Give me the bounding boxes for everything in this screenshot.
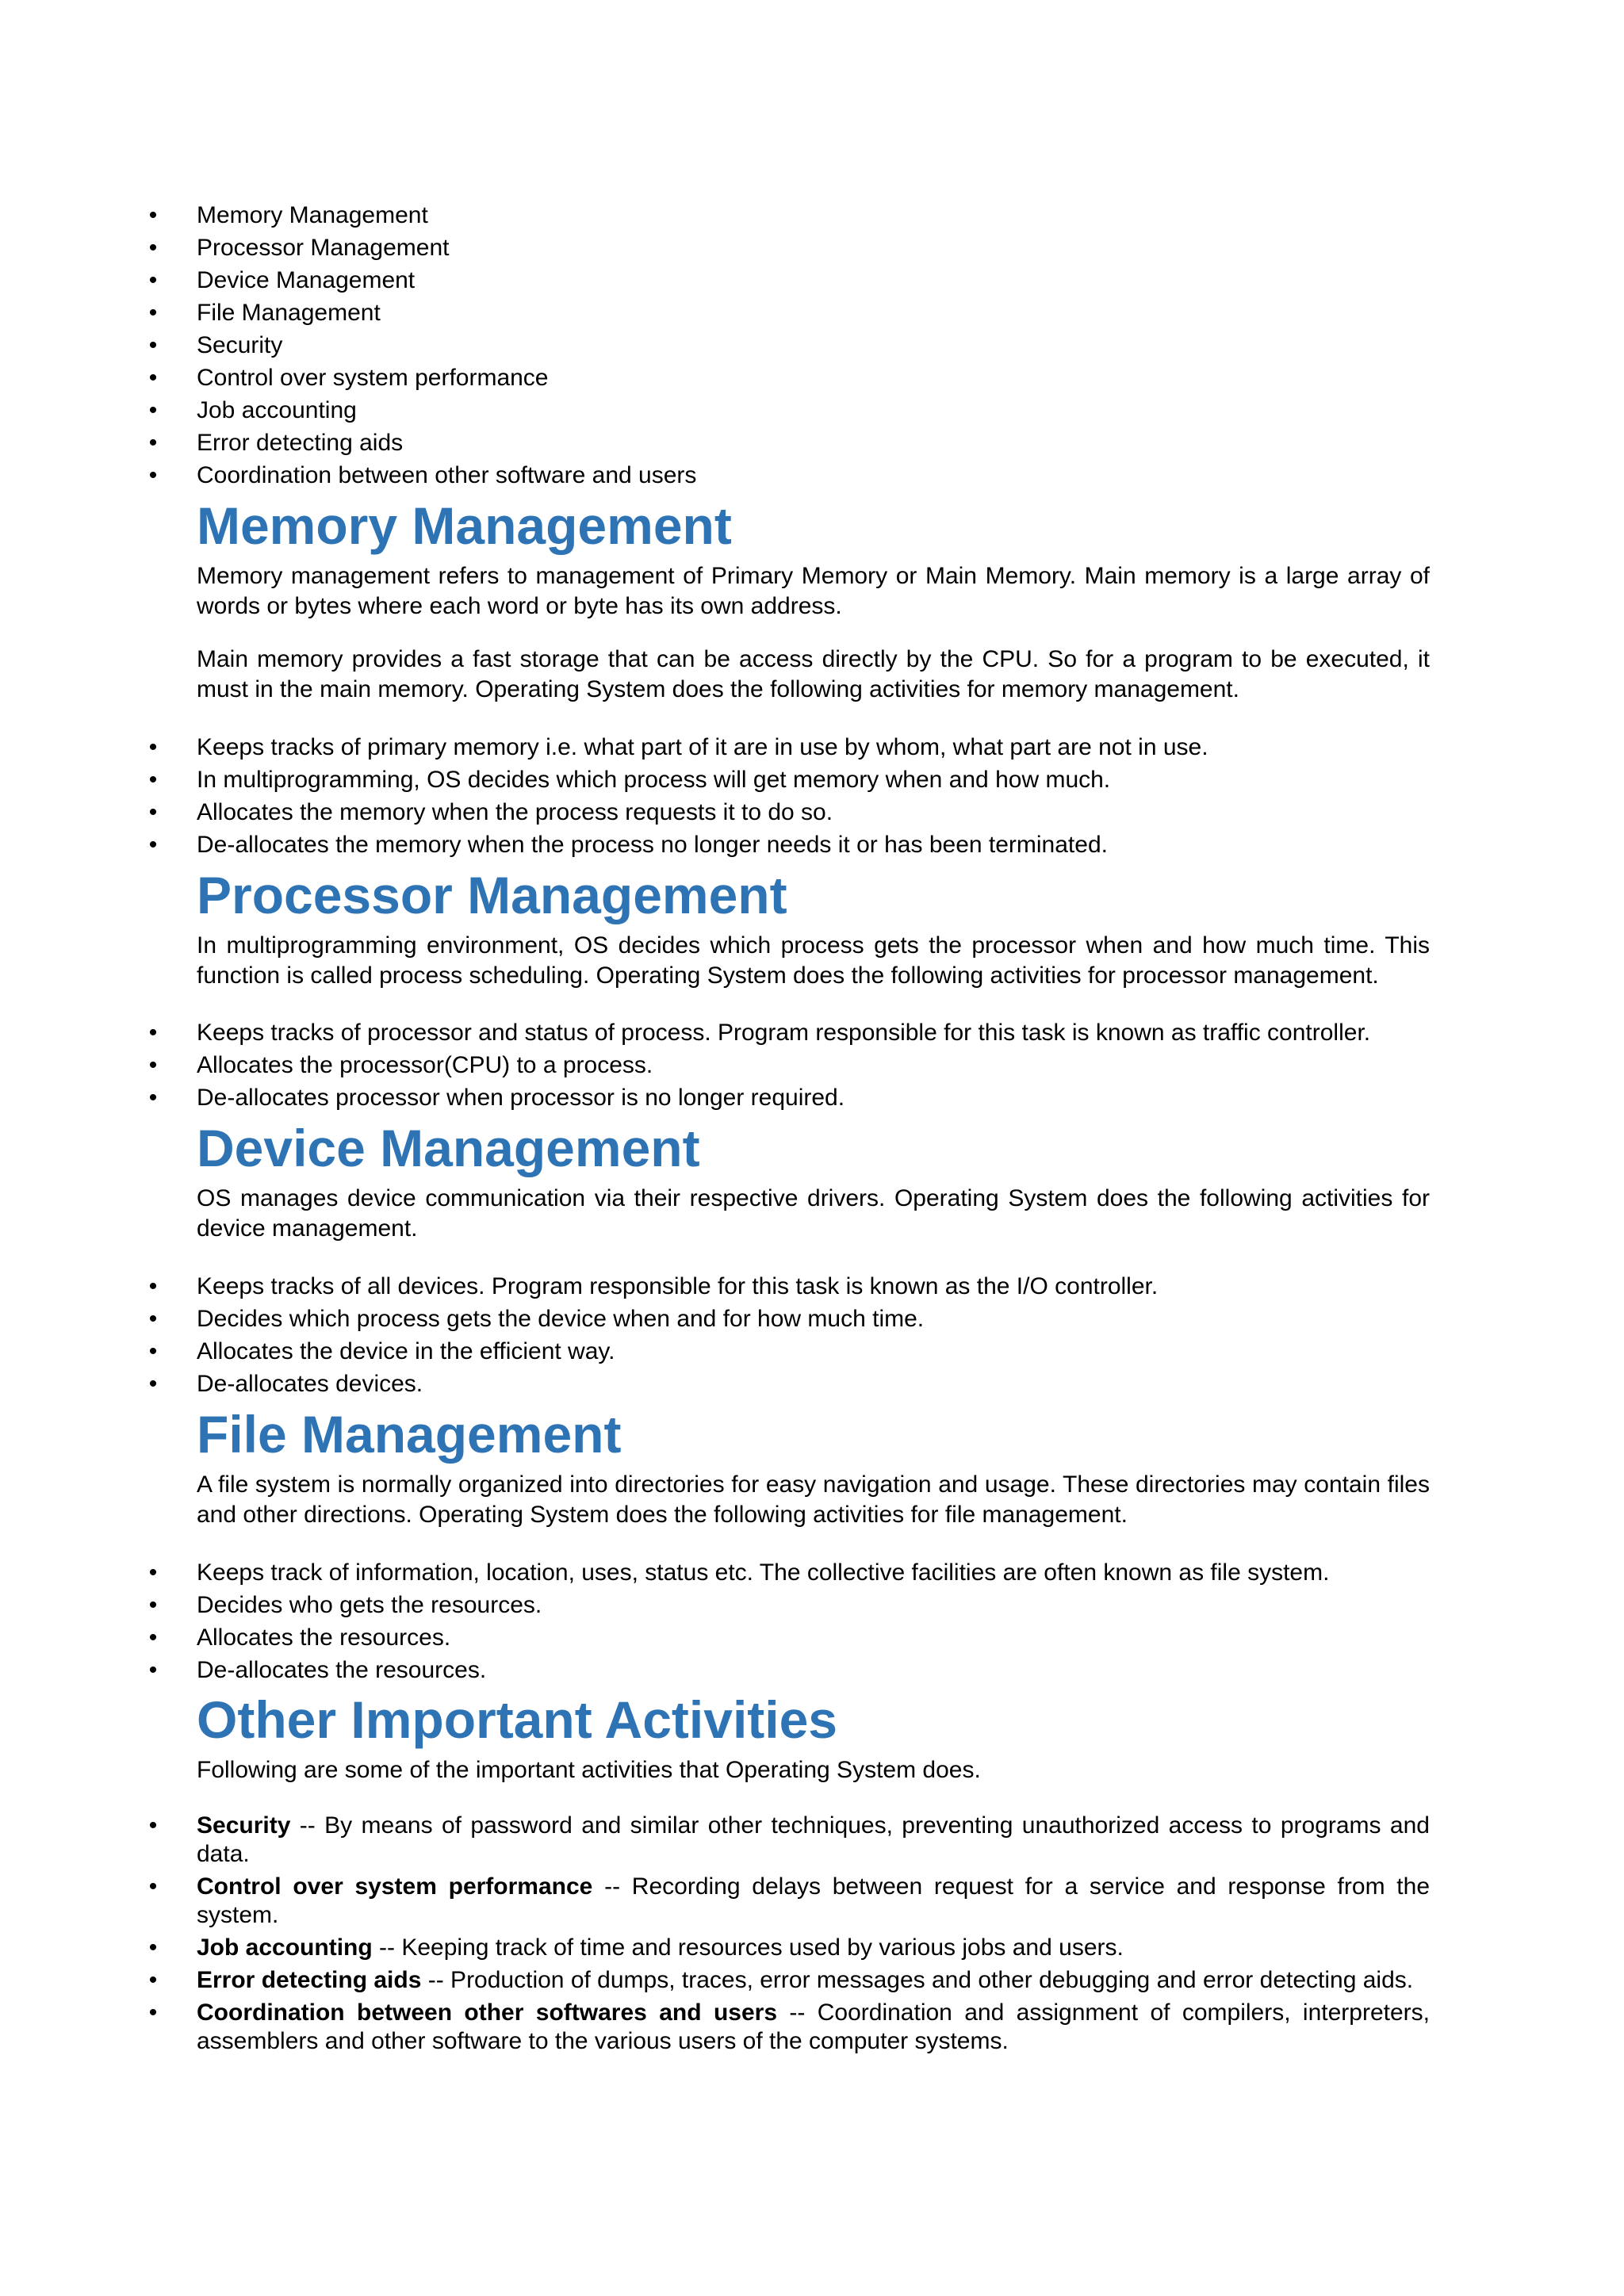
memory-list-item-text: Allocates the memory when the process requests it to do so. xyxy=(197,799,833,825)
processor-heading: Processor Management xyxy=(197,866,787,924)
other-list xyxy=(148,1812,1430,2060)
bullet-icon: • xyxy=(148,767,158,793)
other-item-label: Coordination between other softwares and users xyxy=(197,1999,777,2026)
processor-list-item-text: Keeps tracks of processor and status of process. Program responsible for this task is known as traffic controller. xyxy=(197,1020,1371,1046)
device-list-item-text: Decides which process gets the device when and for how much time. xyxy=(197,1306,925,1332)
bullet-icon: • xyxy=(148,799,158,825)
other-item-label: Control over system performance xyxy=(197,1873,593,1900)
intro-list-item-text: Memory Management xyxy=(197,202,428,228)
bullet-icon: • xyxy=(148,1873,158,1900)
other-item-text: -- Production of dumps, traces, error messages and other debugging and error detecting aids. xyxy=(421,1967,1414,1993)
file-heading: File Management xyxy=(197,1405,622,1464)
intro-list-item xyxy=(148,199,1430,232)
intro-list-item-text: Error detecting aids xyxy=(197,430,404,456)
bullet-icon: • xyxy=(148,1020,158,1046)
bullet-icon: • xyxy=(148,235,158,261)
device-list-item xyxy=(148,1270,1430,1303)
processor-list-item-text: De-allocates processor when processor is no longer required. xyxy=(197,1085,845,1111)
bullet-icon: • xyxy=(148,832,158,858)
intro-list-item xyxy=(148,362,1430,394)
other-item-text: -- Coordination and assignment of compilers, interpreters, assemblers and other software to the various users of the computer systems. xyxy=(197,1999,1430,2054)
device-list-item xyxy=(148,1303,1430,1335)
intro-list-item xyxy=(148,329,1430,362)
intro-list-item xyxy=(148,427,1430,459)
memory-list-item xyxy=(148,796,1430,828)
bullet-icon: • xyxy=(148,1999,158,2026)
intro-list-item-text: Device Management xyxy=(197,267,416,293)
bullet-icon: • xyxy=(148,202,158,228)
other-item-text: -- Keeping track of time and resources used by various jobs and users. xyxy=(372,1934,1124,1961)
bullet-icon: • xyxy=(148,430,158,456)
device-heading: Device Management xyxy=(197,1119,700,1177)
file-list-item-text: Allocates the resources. xyxy=(197,1624,451,1651)
device-list xyxy=(148,1270,1430,1400)
file-list-item-text: Decides who gets the resources. xyxy=(197,1592,542,1618)
memory-list-item-text: De-allocates the memory when the process no longer needs it or has been terminated. xyxy=(197,832,1108,858)
intro-list-item xyxy=(148,232,1430,264)
memory-list-item xyxy=(148,731,1430,763)
bullet-icon: • xyxy=(148,1592,158,1618)
processor-para-1: In multiprogramming environment, OS decides which process gets the processor when and how much time. This function is called process scheduling. Operating System does the following activities for processor management. xyxy=(197,932,1430,989)
processor-list-item-text: Allocates the processor(CPU) to a process. xyxy=(197,1052,653,1078)
processor-list-item xyxy=(148,1081,1430,1114)
bullet-icon: • xyxy=(148,1934,158,1961)
bullet-icon: • xyxy=(148,267,158,293)
device-list-item-text: Keeps tracks of all devices. Program responsible for this task is known as the I/O controller. xyxy=(197,1273,1159,1299)
intro-list-item xyxy=(148,394,1430,427)
other-item-label: Error detecting aids xyxy=(197,1967,422,1993)
bullet-icon: • xyxy=(148,365,158,391)
memory-list-item-text: Keeps tracks of primary memory i.e. what part of it are in use by whom, what part are not in use. xyxy=(197,734,1208,760)
bullet-icon: • xyxy=(148,1052,158,1078)
other-item-text: -- By means of password and similar other techniques, preventing unauthorized access to programs and data. xyxy=(197,1812,1430,1867)
device-para-1: OS manages device communication via their respective drivers. Operating System does the following activities for device management. xyxy=(197,1185,1430,1242)
intro-list-item xyxy=(148,264,1430,297)
other-item-text: -- Recording delays between request for a service and response from the system. xyxy=(197,1873,1430,1928)
intro-list-item-text: File Management xyxy=(197,300,381,326)
memory-list-item-text: In multiprogramming, OS decides which process will get memory when and how much. xyxy=(197,767,1111,793)
other-list-item xyxy=(148,1812,1430,1869)
file-list-item-text: De-allocates the resources. xyxy=(197,1657,487,1683)
memory-list-item xyxy=(148,828,1430,861)
other-heading: Other Important Activities xyxy=(197,1690,838,1749)
bullet-icon: • xyxy=(148,300,158,326)
bullet-icon: • xyxy=(148,1624,158,1651)
memory-heading: Memory Management xyxy=(197,496,732,555)
file-list-item-text: Keeps track of information, location, uses, status etc. The collective facilities are often known as file system. xyxy=(197,1559,1330,1586)
intro-list-item-text: Processor Management xyxy=(197,235,450,261)
bullet-icon: • xyxy=(148,734,158,760)
file-list-item xyxy=(148,1654,1430,1686)
intro-list-item-text: Job accounting xyxy=(197,397,357,423)
file-list-item xyxy=(148,1621,1430,1654)
device-list-item-text: Allocates the device in the efficient way. xyxy=(197,1338,615,1364)
memory-para-2: Main memory provides a fast storage that can be access directly by the CPU. So for a program to be executed, it must in the main memory. Operating System does the following activities for memory management. xyxy=(197,646,1430,702)
other-list-item xyxy=(148,1999,1430,2056)
bullet-icon: • xyxy=(148,1657,158,1683)
intro-list-item-text: Security xyxy=(197,332,283,358)
other-para-1: Following are some of the important activities that Operating System does. xyxy=(197,1757,981,1783)
other-list-item xyxy=(148,1873,1430,1930)
file-para-1: A file system is normally organized into directories for easy navigation and usage. These directories may contain files and other directions. Operating System does the following activities for file management. xyxy=(197,1471,1430,1528)
intro-list-item xyxy=(148,297,1430,329)
other-item-label: Job accounting xyxy=(197,1934,373,1961)
other-list-item xyxy=(148,1966,1430,1995)
bullet-icon: • xyxy=(148,1812,158,1839)
device-list-item-text: De-allocates devices. xyxy=(197,1371,423,1397)
intro-list-item xyxy=(148,459,1430,492)
bullet-icon: • xyxy=(148,1338,158,1364)
intro-list xyxy=(148,199,1430,492)
bullet-icon: • xyxy=(148,1967,158,1993)
memory-list-item xyxy=(148,763,1430,796)
bullet-icon: • xyxy=(148,332,158,358)
file-list-item xyxy=(148,1589,1430,1621)
device-list-item xyxy=(148,1335,1430,1368)
intro-list-item-text: Coordination between other software and users xyxy=(197,462,697,488)
memory-para-1: Memory management refers to management of Primary Memory or Main Memory. Main memory is a large array of words or bytes where each word or byte has its own address. xyxy=(197,563,1430,619)
bullet-icon: • xyxy=(148,1085,158,1111)
bullet-icon: • xyxy=(148,1273,158,1299)
bullet-icon: • xyxy=(148,397,158,423)
bullet-icon: • xyxy=(148,1559,158,1586)
file-list xyxy=(148,1556,1430,1686)
memory-list xyxy=(148,731,1430,861)
intro-list-item-text: Control over system performance xyxy=(197,365,549,391)
other-list-item xyxy=(148,1934,1430,1962)
other-item-label: Security xyxy=(197,1812,291,1839)
processor-list-item xyxy=(148,1016,1430,1049)
processor-list-item xyxy=(148,1049,1430,1081)
bullet-icon: • xyxy=(148,462,158,488)
bullet-icon: • xyxy=(148,1371,158,1397)
bullet-icon: • xyxy=(148,1306,158,1332)
device-list-item xyxy=(148,1368,1430,1400)
file-list-item xyxy=(148,1556,1430,1589)
processor-list xyxy=(148,1016,1430,1114)
